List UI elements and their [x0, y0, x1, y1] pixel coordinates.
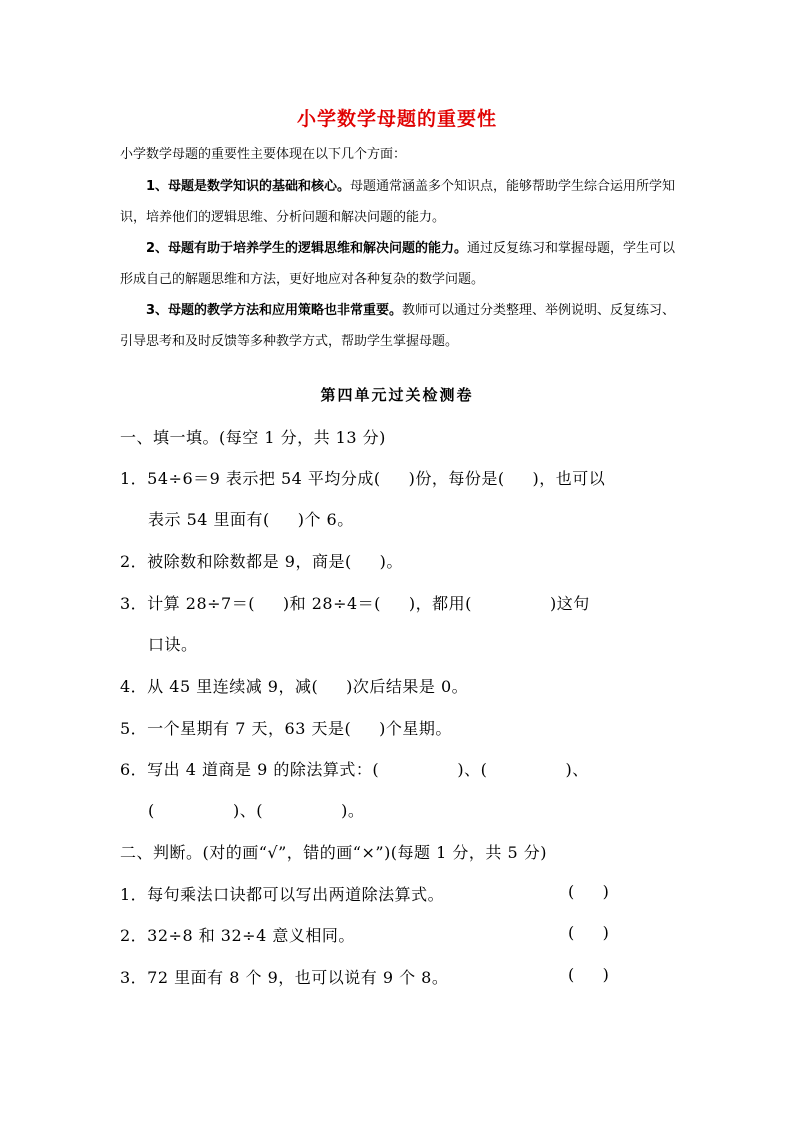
judge-item-3-blank: ( ): [568, 965, 610, 984]
point-1-text: 母题通常涵盖多个知识点，能够帮助学生综合运用所学知识，培养他们的逻辑思维、分析问题和解决问题的能力。: [120, 179, 676, 225]
judge-item-1-text: 1．每句乘法口诀都可以写出两道除法算式。: [120, 885, 445, 904]
point-2-text: 通过反复练习和掌握母题，学生可以形成自己的解题思维和方法，更好地应对各种复杂的数学问题。: [120, 241, 676, 287]
question-2: 2．被除数和除数都是 9，商是( )。: [120, 552, 403, 571]
question-4: 4．从 45 里连续减 9，减( )次后结果是 0。: [120, 677, 469, 696]
intro-text: 小学数学母题的重要性主要体现在以下几个方面：: [120, 147, 407, 162]
judge-item-2-blank: ( ): [568, 923, 610, 942]
judge-item-1-blank: ( ): [568, 882, 610, 901]
question-6-line-2: ( )、( )。: [148, 801, 365, 820]
section-2-heading: 二、判断。(对的画“√”，错的画“×”)(每题 1 分，共 5 分): [120, 843, 547, 862]
point-1: [120, 171, 680, 233]
page-title: 小学数学母题的重要性: [296, 108, 497, 130]
judge-item-3-text: 3．72 里面有 8 个 9，也可以说有 9 个 8。: [120, 968, 449, 987]
question-1-line-2: 表示 54 里面有( )个 6。: [148, 510, 354, 529]
point-2: [120, 233, 680, 295]
point-2-bold: 2、母题有助于培养学生的逻辑思维和解决问题的能力。: [146, 241, 468, 256]
question-5: 5．一个星期有 7 天，63 天是( )个星期。: [120, 719, 452, 738]
exam-title: 第四单元过关检测卷: [320, 386, 474, 404]
judge-item-2-text: 2．32÷8 和 32÷4 意义相同。: [120, 926, 355, 945]
point-3-text: 教师可以通过分类整理、举例说明、反复练习、引导思考和及时反馈等多种教学方式，帮助学生掌握母题。: [120, 303, 676, 349]
question-6-line-1: 6．写出 4 道商是 9 的除法算式：( )、( )、: [120, 760, 589, 779]
point-3-bold: 3、母题的教学方法和应用策略也非常重要。: [146, 303, 403, 318]
section-1-heading: 一、填一填。(每空 1 分，共 13 分): [120, 428, 386, 447]
point-3: [120, 295, 680, 357]
question-3-line-2: 口诀。: [148, 635, 198, 654]
question-1-line-1: 1．54÷6＝9 表示把 54 平均分成( )份，每份是( )，也可以: [120, 469, 606, 488]
point-1-bold: 1、母题是数学知识的基础和核心。: [146, 179, 351, 194]
question-3-line-1: 3．计算 28÷7＝( )和 28÷4＝( )，都用( )这句: [120, 594, 590, 613]
